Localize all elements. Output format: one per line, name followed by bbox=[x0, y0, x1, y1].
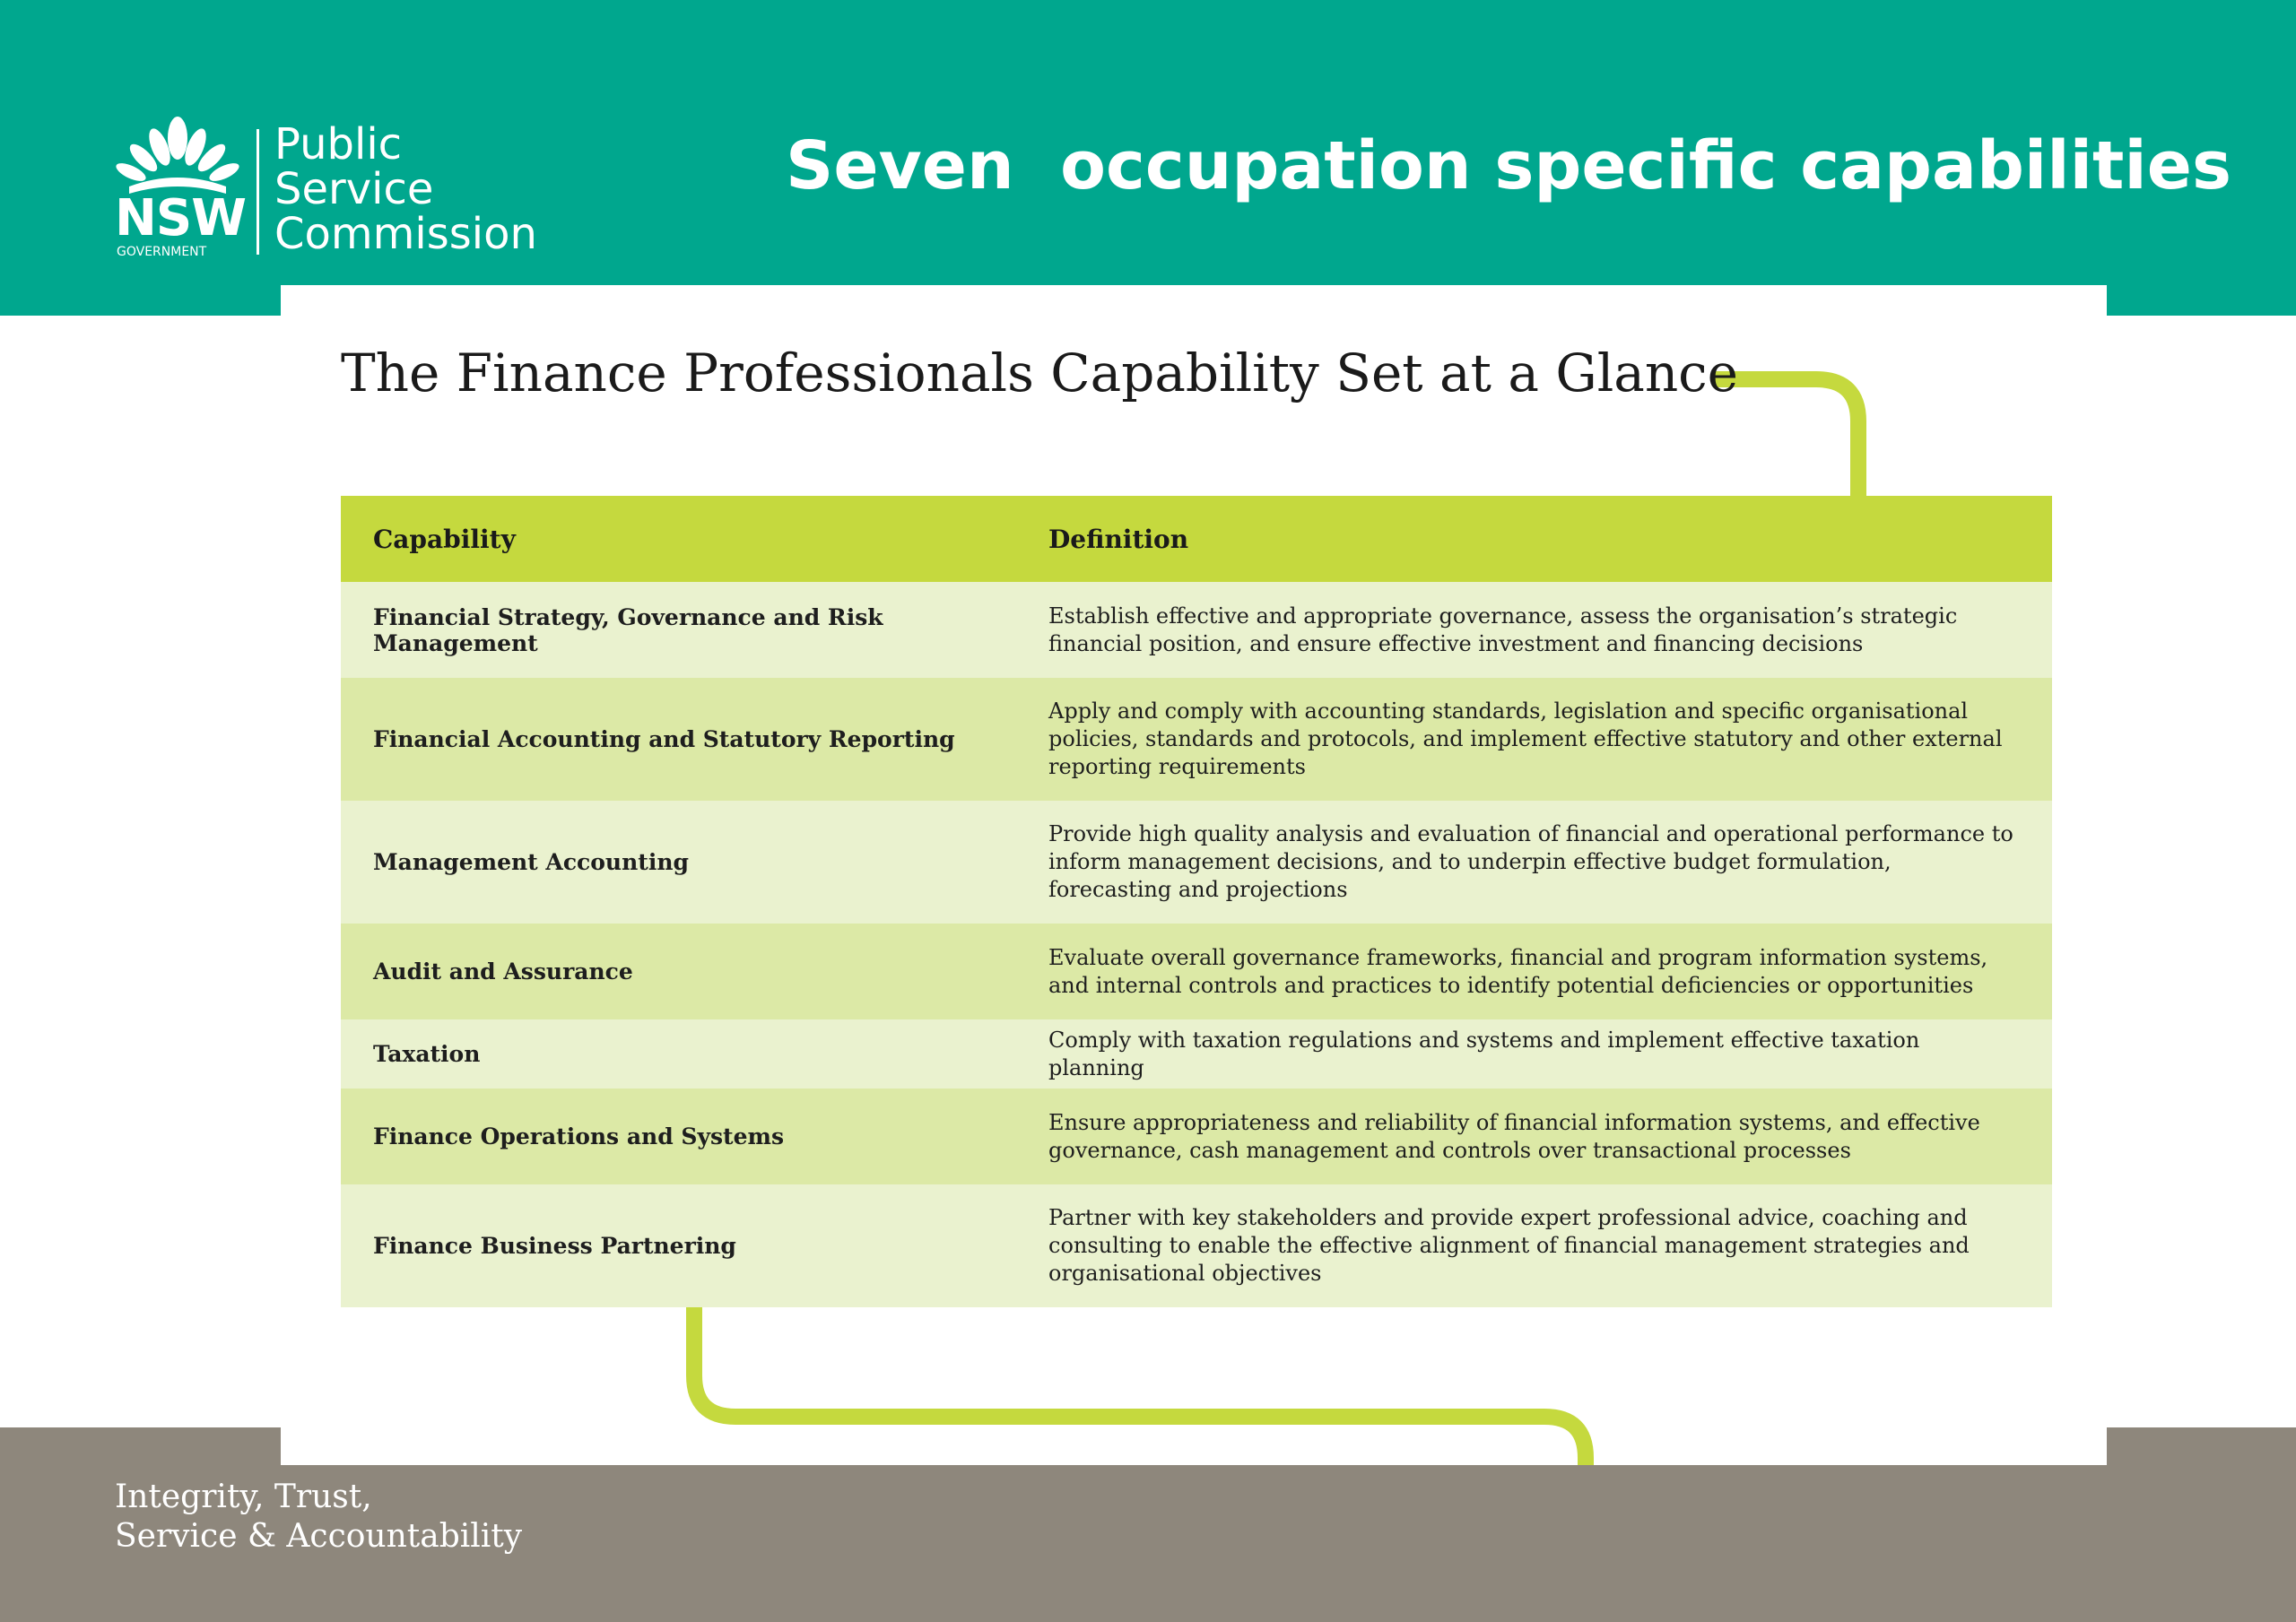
logo-name-line: Service bbox=[274, 164, 434, 214]
logo-name-line: Public bbox=[274, 119, 403, 169]
definition-cell: Evaluate overall governance frameworks, financial and program information systems, and internal controls and practices to identify potential deficiencies or opportunities bbox=[1016, 924, 2052, 1019]
table-row bbox=[341, 1019, 2052, 1089]
logo-divider bbox=[257, 129, 259, 255]
definition-cell: Partner with key stakeholders and provide expert professional advice, coaching and consulting to enable the effective alignment of financial management strategies and organisational objectives bbox=[1016, 1184, 2052, 1307]
slide-title: Seven occupation specific capabilities bbox=[786, 127, 2231, 204]
capability-cell: Financial Strategy, Governance and Risk Management bbox=[341, 582, 1016, 678]
logo-name-line: Commission bbox=[274, 209, 537, 259]
definition-cell: Provide high quality analysis and evaluation of financial and operational performance to inform management decisions, and to underpin effective budget formulation, forecasting and projections bbox=[1016, 801, 2052, 924]
table-row bbox=[341, 924, 2052, 1019]
definition-cell: Ensure appropriateness and reliability of financial information systems, and effective governance, cash management and controls over transactional processes bbox=[1016, 1089, 2052, 1184]
table-row bbox=[341, 678, 2052, 801]
column-header-definition: Definition bbox=[1016, 496, 2052, 582]
logo-government-label: GOVERNMENT bbox=[117, 245, 207, 259]
definition-cell: Establish effective and appropriate governance, assess the organisation’s strategic financial position, and ensure effective investment and financing decisions bbox=[1016, 582, 2052, 678]
capability-cell: Finance Operations and Systems bbox=[341, 1089, 1016, 1184]
footer-tagline bbox=[115, 1478, 522, 1557]
tagline-line: Service & Accountability bbox=[115, 1518, 523, 1555]
table-row bbox=[341, 1089, 2052, 1184]
logo-nsw-mark: NSW bbox=[115, 189, 246, 247]
nsw-psc-logo bbox=[113, 115, 579, 258]
table-row bbox=[341, 582, 2052, 678]
document-title: The Finance Professionals Capability Set at a Glance bbox=[341, 343, 1738, 403]
table-row bbox=[341, 801, 2052, 924]
capability-cell: Management Accounting bbox=[341, 801, 1016, 924]
capability-cell: Audit and Assurance bbox=[341, 924, 1016, 1019]
capability-cell: Financial Accounting and Statutory Reporting bbox=[341, 678, 1016, 801]
capability-cell: Taxation bbox=[341, 1019, 1016, 1089]
table-header-row bbox=[341, 496, 2052, 582]
table-row bbox=[341, 1184, 2052, 1307]
capability-table bbox=[341, 496, 2052, 1307]
logo-organisation-name bbox=[274, 119, 537, 259]
tagline-line: Integrity, Trust, bbox=[115, 1479, 372, 1515]
column-header-capability: Capability bbox=[341, 496, 1016, 582]
waratah-icon bbox=[113, 115, 242, 197]
definition-cell: Apply and comply with accounting standards, legislation and specific organisational policies, standards and protocols, and implement effective statutory and other external reporting requirements bbox=[1016, 678, 2052, 801]
capability-cell: Finance Business Partnering bbox=[341, 1184, 1016, 1307]
definition-cell: Comply with taxation regulations and systems and implement effective taxation planning bbox=[1016, 1019, 2052, 1089]
